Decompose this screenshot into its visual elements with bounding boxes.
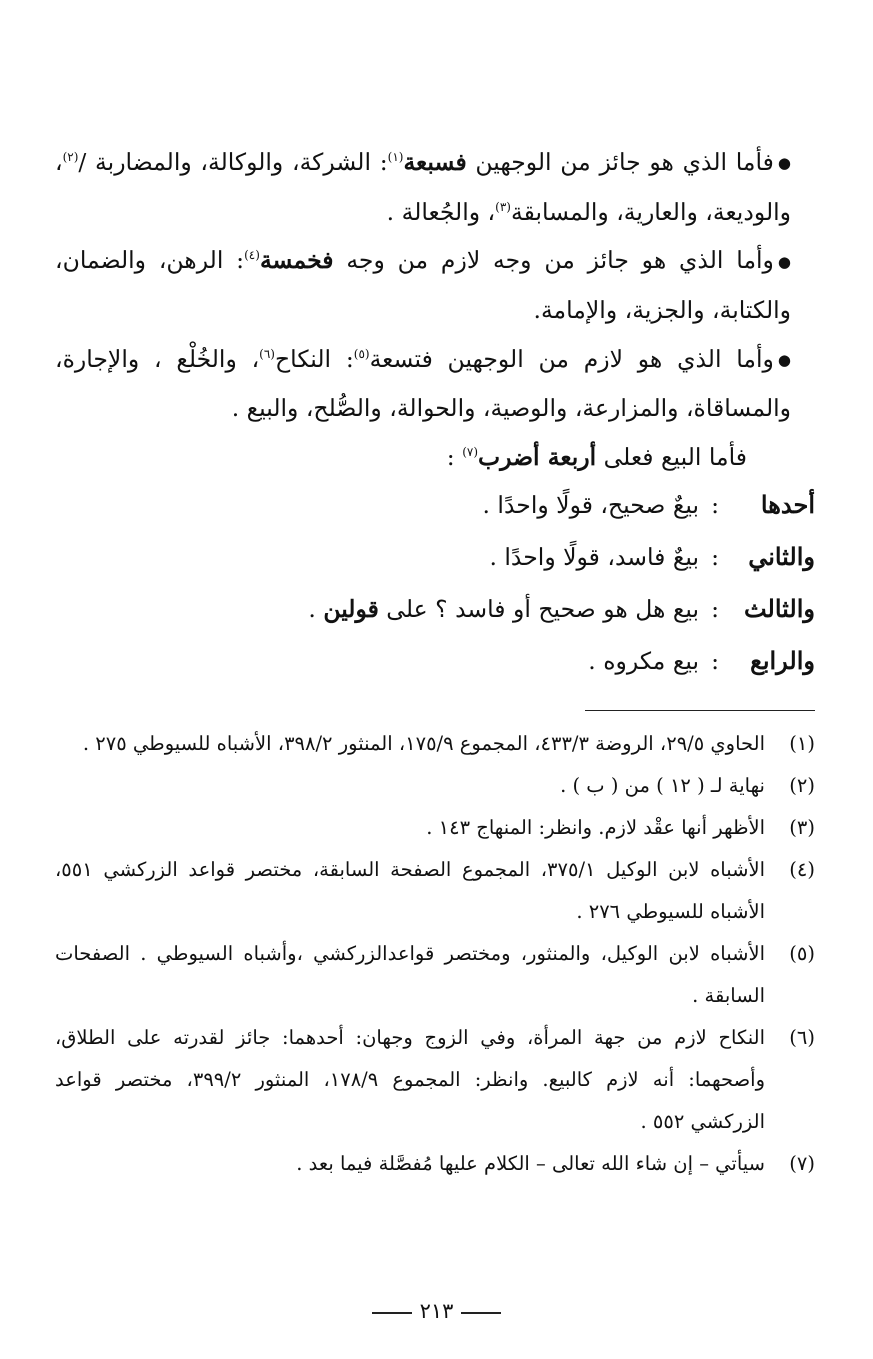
sale-type-text: بيعٌ فاسد، قولًا واحدًا . [489,543,699,572]
paragraph-permissible-binding: ●وأما الذي هو جائز من وجه لازم من وجه فخمسة$^{(٤)}$: الرهن، والضمان، والكتابة، والجزية، والإمامة. [55,236,815,334]
sale-type-text: بيعٌ صحيح، قولًا واحدًا . [482,491,699,520]
footnote-number: (٧) [789,1152,815,1175]
footnote-text: النكاح لازم من جهة المرأة، وفي الزوج وجهان: أحدهما: جائز لقدرته على الطلاق، وأصحهما: أنه لازم كالبيع. وانظر: المجموع ١٧٨/٩، المنثور ٣٩٩/٢، مختصر قواعد الزركشي ٥٥٢ . [55,1026,765,1133]
bold-term: أربعة أضرب [478,442,597,471]
footnote [55,1143,815,1185]
footnote-ref-5: (٥) [353,346,370,361]
footnote-text: الأشباه لابن الوكيل ٣٧٥/١، المجموع الصفحة السابقة، مختصر قواعد الزركشي ٥٥١، الأشباه للسيوطي ٢٧٦ . [55,858,765,923]
page-number: ٢١٣ [419,1299,454,1323]
bullet-icon: ● [777,252,792,271]
bold-term: فسبعة [403,148,467,176]
footnote [55,765,815,807]
footnotes [55,723,815,1185]
sale-type-label: والثالث [743,594,815,624]
sale-type-label: أحدها [760,490,815,520]
sale-type-label: والرابع [750,646,815,676]
footnote [55,723,815,765]
footnote-text: الأظهر أنها عقْد لازم. وانظر: المنهاج ١٤٣ . [426,816,765,839]
footnote-ref-1: (١) [387,150,404,165]
footnote-ref-3: (٣) [495,199,511,214]
footnote-number: (٤) [789,858,815,881]
paragraph-permissible-both: ●فأما الذي هو جائز من الوجهين فسبعة$^{(١)}$: الشركة، والوكالة، والمضاربة /$^{(٢)}$، والوديعة، والعارية، والمسابقة$^{(٣)}$، والجُعالة . [55,138,815,236]
bold-term: قولين [323,595,379,624]
sale-types-intro: فأما البيع فعلى أربعة أضرب$^{(٧)}$ : [446,442,747,471]
footnote [55,1017,815,1143]
footnote-text: نهاية لـ ( ١٢ ) من ( ب ) . [560,774,765,797]
footnote [55,807,815,849]
dash-right [461,1312,501,1314]
bold-term: فخمسة [259,246,334,275]
footnote-number: (٦) [789,1026,815,1049]
footnote-number: (١) [789,732,815,755]
footnote-ref-7: (٧) [462,444,479,459]
sale-type-text: بيع مكروه . [588,647,699,676]
footnote-ref-6: (٦) [259,346,275,361]
footnote-text: الحاوي ٢٩/٥، الروضة ٤٣٣/٣، المجموع ١٧٥/٩، المنثور ٣٩٨/٢، الأشباه للسيوطي ٢٧٥ . [82,732,765,755]
sale-type-text: بيع هل هو صحيح أو فاسد ؟ على قولين . [308,595,699,624]
main-text [55,138,815,689]
footnote-ref-4: (٤) [244,248,260,263]
footnote-number: (٢) [789,774,815,797]
bullet-icon: ● [777,154,791,173]
footnote-text: سيأتي – إن شاء الله تعالى – الكلام عليها مُفصَّلة فيما بعد . [296,1152,765,1175]
sale-type-label: والثاني [748,542,815,572]
page-number-footer [0,1296,873,1326]
sale-types-list [55,481,815,689]
footnote [55,849,815,933]
bullet-icon: ● [777,350,791,369]
footnote-ref-2: (٢) [62,150,79,165]
sale-type-item: أحدها : بيعٌ صحيح، قولًا واحدًا . [55,481,815,533]
footnote-number: (٥) [789,942,815,965]
footnote [55,933,815,1017]
sale-type-item: والرابع : بيع مكروه . [55,637,815,689]
dash-left [372,1312,412,1314]
paragraph-binding-both: ●وأما الذي هو لازم من الوجهين فتسعة$^{(٥)}$: النكاح$^{(٦)}$، والخُلْع ، والإجارة، والمساقاة، والمزارعة، والوصية، والحوالة، والصُّلح، والبيع . [55,335,815,433]
sale-type-item: والثالث : بيع هل هو صحيح أو فاسد ؟ على قولين . [55,585,815,637]
footnote-text: الأشباه لابن الوكيل، والمنثور، ومختصر قواعدالزركشي ،وأشباه السيوطي . الصفحات السابقة . [55,942,765,1007]
sale-type-item: والثاني : بيعٌ فاسد، قولًا واحدًا . [55,533,815,585]
footnote-number: (٣) [789,816,815,839]
footnote-separator [585,710,815,711]
